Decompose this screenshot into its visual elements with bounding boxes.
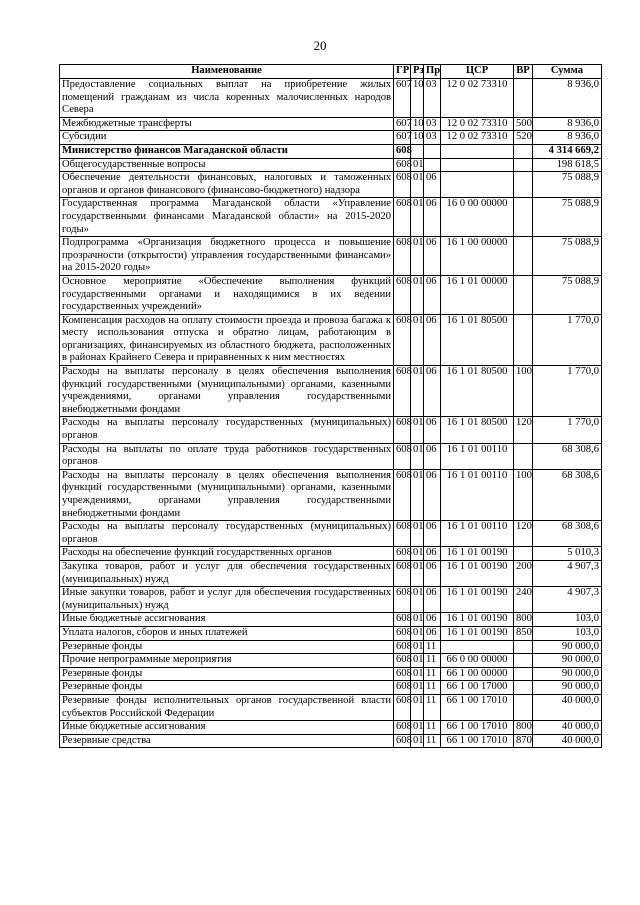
cell-csr: 16 1 01 80500 [441,366,514,417]
cell-rz: 01 [411,547,424,561]
page-number: 20 [313,38,327,53]
table-row [60,79,602,118]
cell-pr: 06 [424,198,441,237]
cell-sum: 8 936,0 [533,117,602,131]
cell-csr: 16 1 01 00110 [441,521,514,547]
cell-vr: 520 [514,131,533,145]
cell-vr: 800 [514,721,533,735]
cell-name: Обеспечение деятельности финансовых, налоговых и таможенных органов и органов финансового (финансово-бюджетного) надзора [60,172,394,198]
cell-csr: 66 1 00 17000 [441,681,514,695]
cell-gr: 608 [394,172,411,198]
table-row [60,560,602,586]
cell-vr [514,275,533,314]
cell-vr: 100 [514,366,533,417]
cell-sum: 8 936,0 [533,131,602,145]
table-row [60,640,602,654]
cell-vr [514,443,533,469]
cell-rz: 01 [411,443,424,469]
cell-csr: 66 1 00 00000 [441,667,514,681]
table-row [60,654,602,668]
cell-gr: 608 [394,640,411,654]
table-row [60,734,602,748]
cell-sum: 90 000,0 [533,681,602,695]
cell-name: Субсидии [60,131,394,145]
budget-table [59,64,602,748]
cell-gr: 607 [394,79,411,118]
table-row [60,681,602,695]
cell-pr: 06 [424,314,441,365]
cell-rz: 01 [411,172,424,198]
cell-rz: 01 [411,198,424,237]
cell-pr: 03 [424,117,441,131]
cell-pr: 06 [424,626,441,640]
cell-vr [514,681,533,695]
table-row [60,172,602,198]
cell-csr: 66 1 00 17010 [441,734,514,748]
cell-pr: 06 [424,237,441,276]
cell-gr: 608 [394,681,411,695]
cell-gr: 608 [394,198,411,237]
cell-pr: 06 [424,172,441,198]
cell-vr: 100 [514,469,533,520]
cell-pr: 06 [424,560,441,586]
cell-rz: 01 [411,314,424,365]
cell-gr: 608 [394,366,411,417]
table-row [60,144,602,158]
cell-vr [514,314,533,365]
cell-sum: 75 088,9 [533,237,602,276]
cell-gr: 608 [394,626,411,640]
cell-pr: 06 [424,469,441,520]
cell-pr: 06 [424,613,441,627]
cell-name: Уплата налогов, сборов и иных платежей [60,626,394,640]
cell-rz: 01 [411,667,424,681]
cell-gr: 608 [394,654,411,668]
cell-rz: 10 [411,79,424,118]
cell-gr: 608 [394,667,411,681]
cell-csr: 16 0 00 00000 [441,198,514,237]
cell-name: Государственная программа Магаданской области «Управление государственными финансами Магаданской области» на 2015-2020 годы» [60,198,394,237]
cell-csr: 66 0 00 00000 [441,654,514,668]
cell-name: Расходы на выплаты персоналу в целях обеспечения выполнения функций государственными (муниципальными) органами, казенными учреждениями, органами управления государственными внебюджетными фондами [60,469,394,520]
cell-csr [441,640,514,654]
cell-vr [514,172,533,198]
cell-sum: 90 000,0 [533,640,602,654]
cell-sum: 90 000,0 [533,667,602,681]
cell-rz: 01 [411,640,424,654]
cell-rz: 01 [411,521,424,547]
cell-csr: 16 1 01 00110 [441,443,514,469]
cell-sum: 103,0 [533,626,602,640]
cell-name: Расходы на выплаты по оплате труда работников государственных органов [60,443,394,469]
cell-rz: 01 [411,694,424,720]
cell-pr: 06 [424,366,441,417]
cell-gr: 607 [394,117,411,131]
table-row [60,314,602,365]
table-row [60,613,602,627]
cell-rz: 01 [411,721,424,735]
cell-csr: 16 1 01 80500 [441,417,514,443]
cell-sum: 4 314 669,2 [533,144,602,158]
cell-csr [441,144,514,158]
cell-gr: 608 [394,721,411,735]
cell-name: Расходы на выплаты персоналу государственных (муниципальных) органов [60,417,394,443]
cell-pr: 06 [424,443,441,469]
cell-vr: 200 [514,560,533,586]
cell-csr: 16 1 01 00190 [441,560,514,586]
cell-gr: 608 [394,587,411,613]
cell-sum: 68 308,6 [533,521,602,547]
cell-name: Резервные средства [60,734,394,748]
cell-rz: 10 [411,117,424,131]
cell-name: Расходы на выплаты персоналу в целях обеспечения выполнения функций государственными (муниципальными) органами, казенными учреждениями, органами управления государственными внебюджетными фондами [60,366,394,417]
cell-vr: 240 [514,587,533,613]
cell-vr [514,158,533,172]
cell-sum: 75 088,9 [533,275,602,314]
cell-sum: 103,0 [533,613,602,627]
cell-csr [441,172,514,198]
cell-rz: 01 [411,275,424,314]
cell-gr: 608 [394,443,411,469]
cell-csr: 16 1 01 00190 [441,547,514,561]
cell-rz: 01 [411,417,424,443]
cell-name: Расходы на обеспечение функций государственных органов [60,547,394,561]
cell-csr: 12 0 02 73310 [441,117,514,131]
cell-csr: 16 1 01 00190 [441,587,514,613]
cell-gr: 607 [394,131,411,145]
cell-pr: 06 [424,417,441,443]
cell-sum: 8 936,0 [533,79,602,118]
cell-pr [424,144,441,158]
table-row [60,417,602,443]
cell-sum: 75 088,9 [533,172,602,198]
cell-rz: 01 [411,560,424,586]
cell-name: Закупка товаров, работ и услуг для обеспечения государственных (муниципальных) нужд [60,560,394,586]
cell-sum: 90 000,0 [533,654,602,668]
cell-csr: 16 1 01 00190 [441,613,514,627]
table-header-row [60,65,602,79]
cell-gr: 608 [394,144,411,158]
cell-gr: 608 [394,547,411,561]
cell-sum: 40 000,0 [533,734,602,748]
cell-name: Иные бюджетные ассигнования [60,721,394,735]
cell-rz: 01 [411,366,424,417]
cell-vr: 120 [514,521,533,547]
header-sum: Сумма [533,65,602,79]
cell-rz: 01 [411,654,424,668]
table-row [60,117,602,131]
cell-pr: 06 [424,547,441,561]
cell-pr: 11 [424,640,441,654]
cell-csr: 16 1 01 00000 [441,275,514,314]
table-row [60,198,602,237]
cell-vr [514,654,533,668]
cell-gr: 608 [394,521,411,547]
cell-vr: 850 [514,626,533,640]
cell-gr: 608 [394,694,411,720]
header-name: Наименование [60,65,394,79]
cell-name: Компенсация расходов на оплату стоимости проезда и провоза багажа к месту использования отпуска и обратно лицам, работающим в организациях, финансируемых из областного бюджета, расположенных в районах Крайнего Севера и приравненных к ним местностях [60,314,394,365]
table-row [60,275,602,314]
cell-pr: 11 [424,721,441,735]
cell-vr [514,144,533,158]
cell-name: Расходы на выплаты персоналу государственных (муниципальных) органов [60,521,394,547]
cell-pr: 11 [424,681,441,695]
cell-vr [514,198,533,237]
header-rz: Рз [411,65,424,79]
cell-name: Общегосударственные вопросы [60,158,394,172]
header-vr: ВР [514,65,533,79]
cell-vr [514,237,533,276]
cell-csr: 66 1 00 17010 [441,721,514,735]
cell-vr [514,547,533,561]
cell-csr [441,158,514,172]
cell-sum: 68 308,6 [533,469,602,520]
cell-csr: 16 1 00 00000 [441,237,514,276]
table-row [60,547,602,561]
cell-gr: 608 [394,560,411,586]
cell-rz: 01 [411,237,424,276]
cell-vr: 800 [514,613,533,627]
cell-gr: 608 [394,734,411,748]
table-row [60,667,602,681]
cell-rz: 10 [411,131,424,145]
cell-rz: 01 [411,158,424,172]
cell-name: Подпрограмма «Организация бюджетного процесса и повышение прозрачности (открытости) управления государственными финансами» на 2015-2020 годы» [60,237,394,276]
cell-gr: 608 [394,417,411,443]
cell-name: Межбюджетные трансферты [60,117,394,131]
header-csr: ЦСР [441,65,514,79]
cell-name: Иные закупки товаров, работ и услуг для обеспечения государственных (муниципальных) нужд [60,587,394,613]
cell-name: Предоставление социальных выплат на приобретение жилых помещений гражданам из числа коренных малочисленных народов Севера [60,79,394,118]
cell-rz: 01 [411,613,424,627]
cell-sum: 40 000,0 [533,694,602,720]
cell-sum: 40 000,0 [533,721,602,735]
cell-vr [514,640,533,654]
cell-name: Резервные фонды [60,640,394,654]
cell-csr: 12 0 02 73310 [441,131,514,145]
cell-rz: 01 [411,469,424,520]
cell-csr: 66 1 00 17010 [441,694,514,720]
table-body [60,79,602,748]
table-row [60,158,602,172]
cell-pr: 11 [424,667,441,681]
cell-name: Резервные фонды [60,667,394,681]
cell-vr [514,79,533,118]
cell-sum: 1 770,0 [533,314,602,365]
cell-name: Резервные фонды [60,681,394,695]
cell-csr: 16 1 01 80500 [441,314,514,365]
cell-sum: 4 907,3 [533,587,602,613]
cell-pr: 03 [424,131,441,145]
cell-gr: 608 [394,314,411,365]
cell-sum: 68 308,6 [533,443,602,469]
cell-sum: 198 618,5 [533,158,602,172]
table-row [60,721,602,735]
table-row [60,131,602,145]
cell-vr: 500 [514,117,533,131]
table-row [60,366,602,417]
table-row [60,694,602,720]
cell-sum: 1 770,0 [533,366,602,417]
cell-pr: 06 [424,521,441,547]
cell-rz: 01 [411,681,424,695]
cell-rz: 01 [411,626,424,640]
cell-csr: 16 1 01 00190 [441,626,514,640]
table-row [60,626,602,640]
cell-rz: 01 [411,734,424,748]
cell-pr: 11 [424,694,441,720]
cell-vr [514,667,533,681]
cell-sum: 5 010,3 [533,547,602,561]
cell-gr: 608 [394,613,411,627]
cell-name: Прочие непрограммные мероприятия [60,654,394,668]
cell-rz: 01 [411,587,424,613]
table-row [60,237,602,276]
table-row [60,443,602,469]
cell-csr: 16 1 01 00110 [441,469,514,520]
cell-name: Основное мероприятие «Обеспечение выполнения функций государственными органами и находящимися в их ведении государственных учреждений» [60,275,394,314]
cell-gr: 608 [394,237,411,276]
cell-rz [411,144,424,158]
cell-vr [514,694,533,720]
table-row [60,469,602,520]
cell-gr: 608 [394,158,411,172]
cell-vr: 870 [514,734,533,748]
cell-name: Министерство финансов Магаданской области [60,144,394,158]
table-row [60,521,602,547]
cell-sum: 1 770,0 [533,417,602,443]
cell-sum: 75 088,9 [533,198,602,237]
cell-gr: 608 [394,469,411,520]
cell-pr [424,158,441,172]
cell-gr: 608 [394,275,411,314]
cell-pr: 06 [424,275,441,314]
cell-pr: 11 [424,734,441,748]
table-row [60,587,602,613]
cell-pr: 11 [424,654,441,668]
header-gr: ГР [394,65,411,79]
cell-name: Иные бюджетные ассигнования [60,613,394,627]
cell-csr: 12 0 02 73310 [441,79,514,118]
cell-sum: 4 907,3 [533,560,602,586]
cell-vr: 120 [514,417,533,443]
header-pr: Пр [424,65,441,79]
cell-pr: 03 [424,79,441,118]
cell-name: Резервные фонды исполнительных органов государственной власти субъектов Российской Федерации [60,694,394,720]
cell-pr: 06 [424,587,441,613]
